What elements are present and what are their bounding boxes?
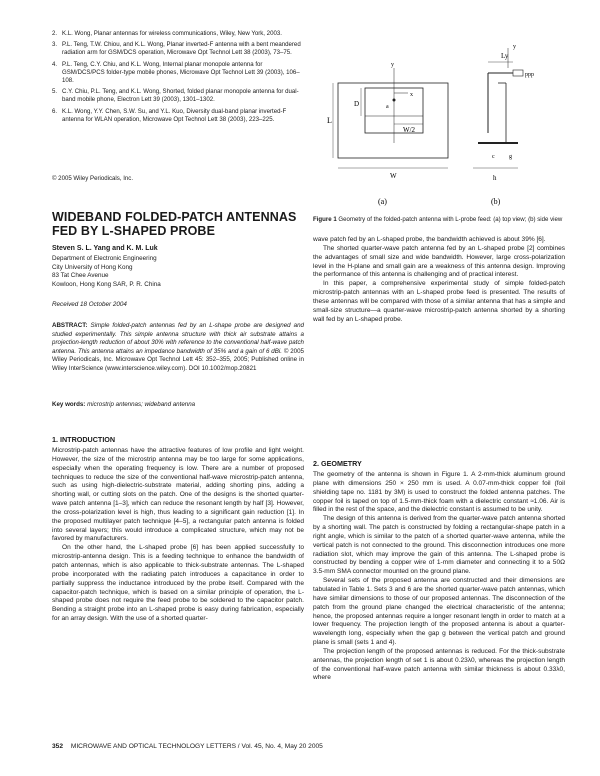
affiliation-line: 83 Tat Chee Avenue xyxy=(52,272,109,279)
label-W2: W/2 xyxy=(403,126,416,134)
paragraph: The shorted quarter-wave patch antenna fed by an L-shaped probe [2] combines the advantages of small size and wide bandwidth. However, large cross-polarization level in the H-plane and small gain are a weakness of this antenna design. Improving the performance of this antenna is challenging and of practical interest. xyxy=(313,244,565,279)
abstract-label: ABSTRACT: xyxy=(52,322,88,329)
figure-1 xyxy=(313,28,565,206)
reference-item xyxy=(52,41,304,57)
figure-caption xyxy=(313,216,565,224)
geometry-text xyxy=(313,471,565,683)
keywords-label: Key words: xyxy=(52,401,86,408)
label-g: g xyxy=(509,154,512,160)
paragraph: wave patch fed by an L-shaped probe, the bandwidth achieved is about 39% [6]. xyxy=(313,236,546,243)
reference-number: 3. xyxy=(52,41,58,49)
previous-article-copyright: © 2005 Wiley Periodicals, Inc. xyxy=(52,175,134,182)
reference-number: 5. xyxy=(52,88,58,96)
reference-text: C.Y. Chiu, P.L. Teng, and K.L. Wong, Shorted, folded planar monopole antenna for dual-band mobile phone, Electron Lett 39 (2003), 1301–1302. xyxy=(62,88,299,104)
label-y-a: y xyxy=(391,62,394,68)
author-affiliation xyxy=(52,255,161,289)
paragraph: In this paper, a comprehensive experimental study of simple folded-patch microstrip-patch antennas with an L-shaped probe feed is presented. The results of these antennas will be compared with those of a similar antenna that has a simple and small-size structure—a quarter-wave microstrip-patch antenna shorted by a shorting wall fed by an L-shaped probe. xyxy=(313,280,565,323)
reference-item xyxy=(52,108,304,124)
journal-info: MICROWAVE AND OPTICAL TECHNOLOGY LETTERS / Vol. 45, No. 4, May 20 2005 xyxy=(70,743,323,750)
reference-item xyxy=(52,88,304,104)
abstract xyxy=(52,322,304,374)
label-W: W xyxy=(390,172,397,180)
reference-text: K.L. Wong, Y.Y. Chen, S.W. Su, and Y.L. Kuo, Diversity dual-band planar inverted-F antenna for WLAN operation, Microwave Opt Technol Lett 38 (2003), 223–225. xyxy=(62,107,287,123)
label-c: c xyxy=(492,154,495,160)
section-heading-geometry: 2. GEOMETRY xyxy=(313,459,362,468)
section-heading-introduction: 1. INTRODUCTION xyxy=(52,435,116,444)
label-y-b: y xyxy=(513,44,516,50)
article-title: WIDEBAND FOLDED-PATCH ANTENNAS FED BY L-SHAPED PROBE xyxy=(52,210,297,238)
affiliation-line: Kowloon, Hong Kong SAR, P. R. China xyxy=(52,280,161,288)
page-number: 352 xyxy=(52,743,64,750)
label-D: D xyxy=(354,100,360,108)
keywords-text: microstrip antennas; wideband antenna xyxy=(87,401,196,408)
introduction-text xyxy=(52,447,304,624)
probe-feed-point xyxy=(393,99,396,102)
article-authors: Steven S. L. Yang and K. M. Luk xyxy=(52,245,158,252)
label-L: L xyxy=(327,116,332,125)
reference-text: P.L. Teng, T.W. Chiou, and K.L. Wong, Planar inverted-F antenna with a bent meandered radiation arm for GSM/DCS operation, Microwave Opt Technol Lett 38 (2003), 73–75. xyxy=(62,41,301,57)
paragraph: The projection length of the proposed antennas is reduced. For the thick-substrate antennas, the projection length of set 1 is about 0.23λ0, whereas the projection length of the conventional half-wave patch antenna with similar thickness is about 0.33λ0, where xyxy=(313,647,565,682)
foam-block xyxy=(513,70,523,76)
label-x: x xyxy=(410,92,413,98)
paragraph: Microstrip-patch antennas have the attractive features of low profile and light weight. However, the size of the microstrip antenna may be too large for some applications, especially when the operating frequency is low. There are a number of proposed techniques to reduce the size of the conventional half-wave microstrip-patch antenna, such as using high-dielectric-substrate material, adding shorting pins, adding a shorting wall, or cutting slots on the patch. One of the designs is the shorted quarter-wave patch antenna [1–3], which can reduce the resonant length by half [3]. However, the cross-polarization level is high, thus leading to a significant gain reduction [1]. In the proposed multilayer patch technique [4–5], a rectangular patch antenna is folded into several layers; this would introduce a complicated structure, which may not be favored by manufacturers. xyxy=(52,447,304,543)
paragraph: The geometry of the antenna is shown in Figure 1. A 2-mm-thick aluminum ground plane with dimensions 250 × 250 mm is used. A 0.07-mm-thick copper foil (foil shielding tape no. 1181 by 3M) is used to construct the folded antenna patches. The copper foil is taped on top of 1.5-mm-thick foam with a dielectric constant ≈1.06. Air is filled in the rest of the space, and the dielectric constant is assumed to be unity. xyxy=(313,471,565,514)
reference-number: 4. xyxy=(52,60,58,68)
abstract-text: Simple folded-patch antennas fed by an L-shape probe are designed and studied experimentally. This simple antenna structure with thick air substrate attains a projection-length reduction of about 30% with reference to the conventional half-wave patch antenna. This antenna attains an impedance bandwidth of 35% and a gain of 6 dBi. xyxy=(52,322,304,355)
reference-item xyxy=(52,61,304,86)
antenna-geometry-diagram xyxy=(313,28,565,213)
page-footer xyxy=(52,743,567,750)
paragraph: On the other hand, the L-shaped probe [6] has been applied successfully to microstrip-antenna design. This is a feeding technique to enhance the bandwidth of patch antennas, which is also applicable to thick-substrate antennas. The L-shaped probe incorporated with the radiating patch introduces a capacitance in order to partially suppress the inductance introduced by the probe itself. Compared with the capacitor-patch technique, which is based on a similar principle of operation, the L-shaped probe does not require the feed probe to be soldered to the capacitor patch. Bending a straight probe into an L-shaped probe is easy during fabrication, especially for an array design. With the use of a shorted quarter- xyxy=(52,544,304,623)
reference-text: P.L. Teng, C.Y. Chiu, and K.L. Wong, Internal planar monopole antenna for GSM/DCS/PCS folder-type mobile phones, Microwave Opt Technol Lett 39 (2003), 106–108. xyxy=(62,60,300,85)
paragraph: The design of this antenna is derived from the quarter-wave patch antenna shorted by a shorting wall. The patch is constructed by folding a rectangular-shape patch in a right angle, which is similar to the patch of a shorted quarter-wave antenna, while the vertical patch is not connected to the ground. This disconnection introduces one more radiation slot, which may improve the gain of this antenna. The L-shaped probe is constructed by bending a copper wire of 1-mm diameter and connecting it to a 50Ω 3.5-mm SMA connector mounted on the ground plane. xyxy=(313,515,565,576)
reference-number: 2. xyxy=(52,30,58,37)
caption-label: Figure 1 xyxy=(313,216,337,223)
keywords xyxy=(52,401,195,408)
affiliation-line: City University of Hong Kong xyxy=(52,263,133,271)
label-h: h xyxy=(493,174,497,182)
label-Ly: Ly xyxy=(501,52,509,60)
received-date: Received 18 October 2004 xyxy=(52,301,127,308)
ground-plane-outline xyxy=(338,83,448,158)
subfigure-label-a: (a) xyxy=(378,197,387,206)
paragraph: Several sets of the proposed antenna are constructed and their dimensions are tabulated in Table 1. Sets 3 and 6 are the shorted quarter-wave patch antennas, which have similar dimensions to those of our proposed antennas. The disconnection of the patch from the ground plane changed the electrical characteristic of the antenna; hence, the proposed antennas require a longer resonant length in order to match at a lower frequency. The projection length of the proposed antenna is about a quarter-wavelength long, especially when the gap g between the vertical patch and ground plane is small (sets 1 and 4). xyxy=(313,577,565,647)
affiliation-line: Department of Electronic Engineering xyxy=(52,255,157,262)
reference-number: 6. xyxy=(52,107,58,115)
introduction-continued xyxy=(313,236,565,324)
label-a: a xyxy=(386,104,389,110)
label-ppp: ppp xyxy=(525,72,534,78)
publication-info: © 2005 Wiley Periodicals, Inc. Microwave Opt Technol Lett 45: 352–355, 2005; Published online in Wiley InterScience (www.interscience.wiley.com). DOI 10.1002/mop.20821 xyxy=(52,347,304,372)
caption-text: Geometry of the folded-patch antenna with L-probe feed: (a) top view; (b) side view xyxy=(338,216,563,223)
reference-list xyxy=(52,30,304,127)
subfigure-label-b: (b) xyxy=(491,197,501,206)
reference-text: K.L. Wong, Planar antennas for wireless communications, Wiley, New York, 2003. xyxy=(62,30,282,37)
reference-item xyxy=(52,30,304,38)
